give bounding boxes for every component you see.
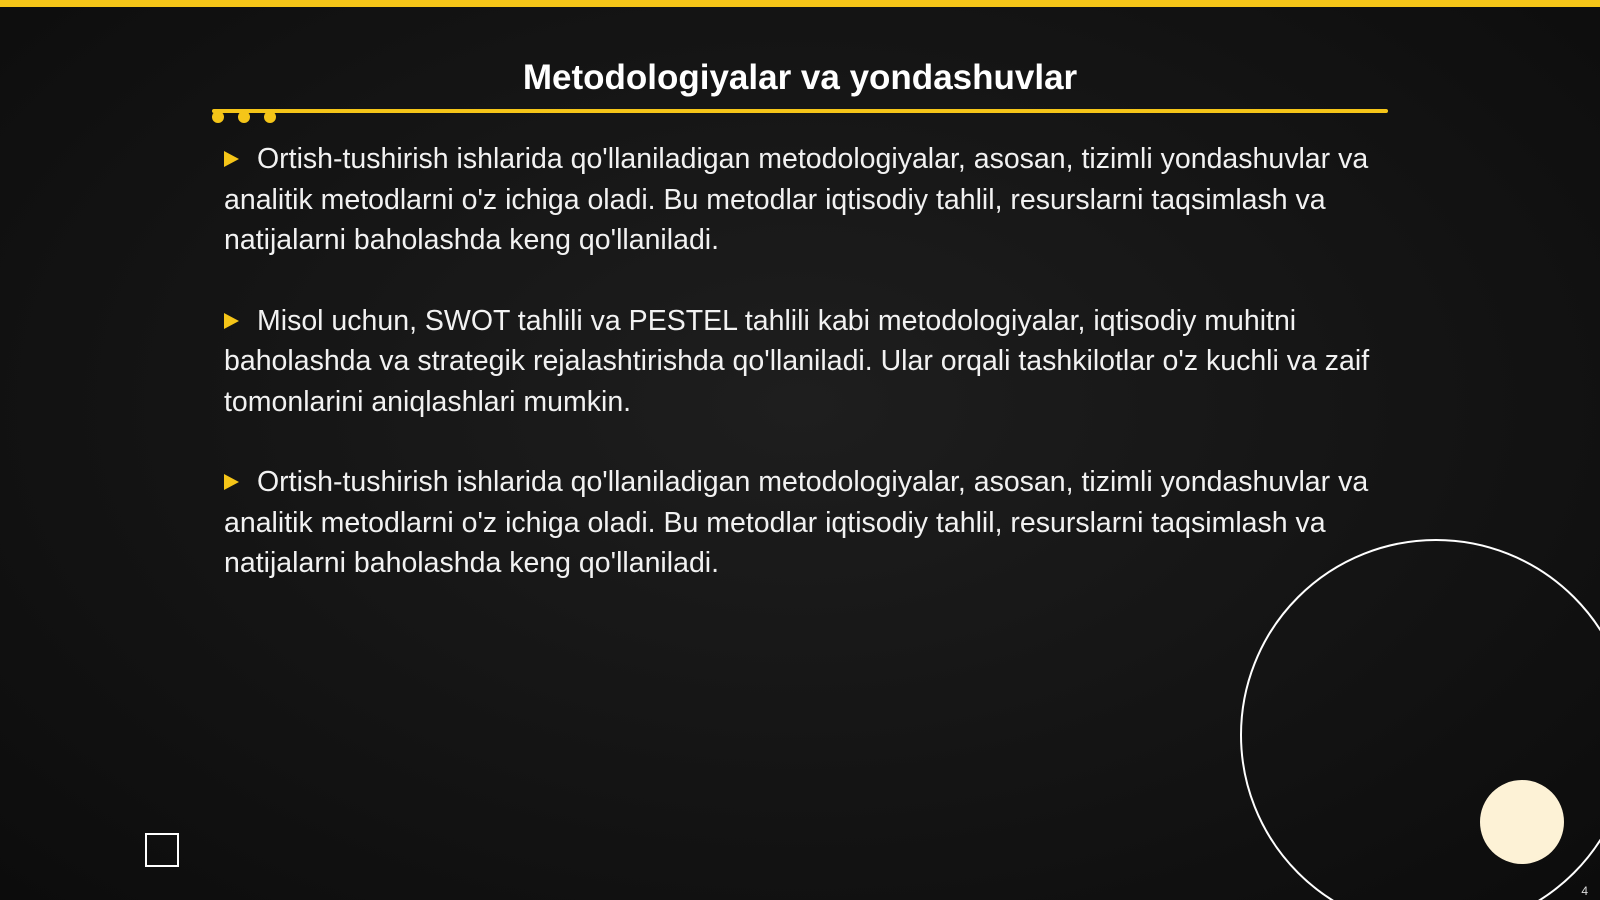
bullet-item: [224, 462, 1374, 584]
bullet-text: Misol uchun, SWOT tahlili va PESTEL tahlili kabi metodologiyalar, iqtisodiy muhitni baholashda va strategik rejalashtirishda qo'llaniladi. Ular orqali tashkilotlar o'z kuchli va zaif tomonlarini aniqlashlari mumkin.: [224, 304, 1370, 418]
slide-title: Metodologiyalar va yondashuvlar: [522, 58, 1078, 97]
decorative-dot: [264, 111, 276, 123]
decorative-circle-filled: [1480, 780, 1564, 864]
page-number: 4: [1581, 884, 1588, 898]
top-accent-bar: [0, 0, 1600, 7]
decorative-square: [145, 833, 179, 867]
triangle-right-icon: [224, 474, 239, 490]
decorative-dot: [238, 111, 250, 123]
triangle-right-icon: [224, 151, 239, 167]
title-underline: [212, 109, 1388, 113]
bullet-item: [224, 139, 1374, 261]
decorative-dot: [212, 111, 224, 123]
bullet-item: [224, 301, 1374, 423]
bullet-text: Ortish-tushirish ishlarida qo'llaniladigan metodologiyalar, asosan, tizimli yondashuvlar va analitik metodlarni o'z ichiga oladi. Bu metodlar iqtisodiy tahlil, resurslarni taqsimlash va natijalarni baholashda keng qo'llaniladi.: [224, 466, 1369, 579]
bullet-list: [224, 139, 1374, 624]
bullet-text: Ortish-tushirish ishlarida qo'llaniladigan metodologiyalar, asosan, tizimli yondashuvlar va analitik metodlarni o'z ichiga oladi. Bu metodlar iqtisodiy tahlil, resurslarni taqsimlash va natijalarni baholashda keng qo'llaniladi.: [224, 143, 1369, 256]
triangle-right-icon: [224, 313, 239, 329]
